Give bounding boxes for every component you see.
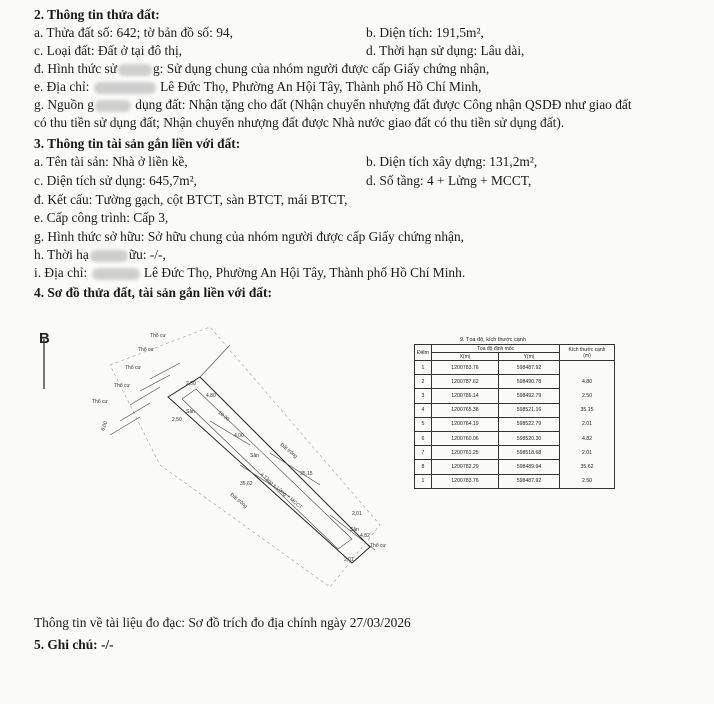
svg-text:Sân: Sân <box>186 409 195 415</box>
usable-area: c. Diện tích sử dụng: 645,7m², <box>34 173 198 188</box>
table-row: 1 1200783.76 598487.92 <box>415 361 615 375</box>
header-y: Y(m) <box>498 353 559 361</box>
svg-text:Thổ cư: Thổ cư <box>92 399 108 405</box>
land-parcel-number: a. Thửa đất số: 642; tờ bản đồ số: 94, <box>34 25 233 40</box>
table-row: 1 1200783.76 598487.92 2.50 <box>415 474 615 488</box>
svg-text:4 Tầng + Lửng + MCCT: 4 Tầng + Lửng + MCCT <box>258 471 304 511</box>
section-3-heading: 3. Thông tin tài sản gắn liền với đất: <box>34 136 241 151</box>
header-x: X(m) <box>432 353 499 361</box>
land-use-term: d. Thời hạn sử dụng: Lâu dài, <box>366 43 525 58</box>
svg-text:Thổ cư: Thổ cư <box>125 365 141 371</box>
svg-text:Thổ cư: Thổ cư <box>370 543 386 549</box>
table-row: 7 1200761.25 598518.68 2.01 <box>415 446 615 460</box>
coordinate-table <box>414 337 615 489</box>
table-caption: 9. Tọa độ, kích thước cạnh <box>460 337 526 343</box>
svg-text:Thổ cư: Thổ cư <box>150 333 166 339</box>
land-use-form: đ. Hình thức sử g: Sử dụng chung của nhóm người được cấp Giấy chứng nhận, <box>34 61 490 76</box>
north-arrow <box>36 325 56 391</box>
plot-diagram <box>90 325 400 590</box>
asset-name: a. Tên tài sản: Nhà ở liền kề, <box>34 154 188 169</box>
table-row: 5 1200764.19 598522.79 2.01 <box>415 417 615 431</box>
header-length: Kích thước cạnh (m) <box>560 345 615 361</box>
svg-text:Thổ cư: Thổ cư <box>114 383 130 389</box>
structure: đ. Kết cấu: Tường gạch, cột BTCT, sàn BTCT, mái BTCT, <box>34 192 348 207</box>
ownership-form: g. Hình thức sở hữu: Sở hữu chung của nhóm người được cấp Giấy chứng nhận, <box>34 229 465 244</box>
svg-text:4,82: 4,82 <box>360 533 370 539</box>
header-point: Điểm <box>415 345 432 361</box>
land-area: b. Diện tích: 191,5m², <box>366 25 484 40</box>
section-4-heading: 4. Sơ đồ thửa đất, tài sản gắn liền với đất: <box>34 285 272 300</box>
build-area: b. Diện tích xây dựng: 131,2m², <box>366 154 538 169</box>
table-row: 6 1200760.06 598520.30 4.82 <box>415 431 615 445</box>
svg-text:4,80: 4,80 <box>206 393 216 399</box>
svg-text:6,00: 6,00 <box>100 420 110 432</box>
table-row: 8 1200782.29 598489.94 35.62 <box>415 460 615 474</box>
ownership-term: h. Thời hạ ữu: -/-, <box>34 247 166 262</box>
land-origin-cont: có thu tiền sử dụng đất; Nhận chuyển nhượng đất được Nhà nước giao đất có thu tiền sử dụng đất). <box>34 115 565 130</box>
svg-text:10,30: 10,30 <box>216 409 231 423</box>
land-origin: g. Nguồn g dụng đất: Nhận tặng cho đất (Nhận chuyển nhượng đất được Công nhận QSDĐ như giao đất <box>34 97 632 112</box>
survey-note: Thông tin về tài liệu đo đạc: Sơ đồ trích đo địa chính ngày 27/03/2026 <box>34 615 411 630</box>
header-coords: Tọa độ định mốc <box>432 345 560 353</box>
svg-text:Thổ cư: Thổ cư <box>138 347 154 353</box>
section-2-heading: 2. Thông tin thửa đất: <box>34 7 160 22</box>
svg-text:35,15: 35,15 <box>300 471 313 477</box>
asset-address: i. Địa chỉ: Lê Đức Thọ, Phường An Hội Tây, Thành phố Hồ Chí Minh. <box>34 265 466 280</box>
land-type: c. Loại đất: Đất ở tại đô thị, <box>34 43 183 58</box>
svg-text:2,01: 2,01 <box>352 511 362 517</box>
land-address: e. Địa chỉ: Lê Đức Thọ, Phường An Hội Tây, Thành phố Hồ Chí Minh, <box>34 79 482 94</box>
section-5-note: 5. Ghi chú: -/- <box>34 637 114 652</box>
floors: d. Số tầng: 4 + Lửng + MCCT, <box>366 173 532 188</box>
building-grade: e. Cấp công trình: Cấp 3, <box>34 210 169 225</box>
svg-text:2,50: 2,50 <box>186 381 196 387</box>
svg-text:4,00: 4,00 <box>234 433 244 439</box>
svg-text:2,50: 2,50 <box>172 417 182 423</box>
svg-text:2,01: 2,01 <box>344 557 354 563</box>
north-label: B <box>39 330 50 347</box>
table-row: 3 1200786.14 598492.79 2.50 <box>415 389 615 403</box>
svg-text:Đất trống: Đất trống <box>228 491 249 510</box>
svg-text:Sân: Sân <box>350 527 359 533</box>
svg-text:Sân: Sân <box>250 453 259 459</box>
table-row: 2 1200787.62 598490.78 4.80 <box>415 375 615 389</box>
svg-text:35,62: 35,62 <box>240 481 253 487</box>
svg-text:Đất trống: Đất trống <box>278 441 299 460</box>
table-row: 4 1200765.38 598521.16 35.15 <box>415 403 615 417</box>
